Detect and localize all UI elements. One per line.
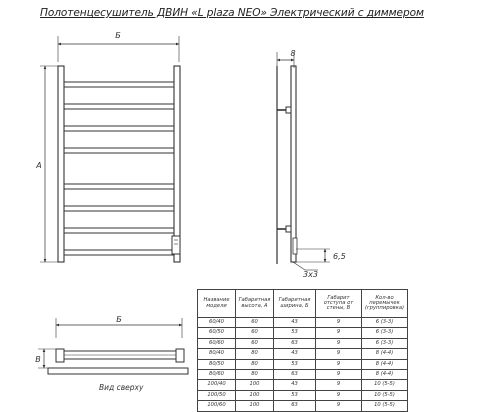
cell-offset: 9 bbox=[316, 338, 362, 348]
cell-model: 80/40 bbox=[198, 349, 236, 359]
cell-height: 80 bbox=[236, 349, 274, 359]
cell-height: 80 bbox=[236, 369, 274, 379]
cell-offset: 9 bbox=[316, 349, 362, 359]
table-row bbox=[198, 359, 408, 369]
cell-jumpers: 6 (3-3) bbox=[362, 328, 408, 338]
rungs bbox=[64, 82, 174, 255]
table-row bbox=[198, 380, 408, 390]
drawing-title: Полотенцесушитель ДВИН «L plaza NEO» Электрический с диммером bbox=[40, 7, 424, 19]
right-post bbox=[174, 66, 180, 262]
table-row bbox=[198, 390, 408, 400]
wall bbox=[48, 368, 188, 374]
cell-model: 60/50 bbox=[198, 328, 236, 338]
dim-65-label: 6,5 bbox=[333, 252, 346, 261]
depth-8-label: 8 bbox=[290, 49, 296, 58]
width-label: Б bbox=[115, 31, 121, 40]
left-post bbox=[58, 66, 64, 262]
cell-height: 60 bbox=[236, 338, 274, 348]
header-height: Габаритная высота, A bbox=[236, 290, 274, 318]
table-row bbox=[198, 349, 408, 359]
table-row bbox=[198, 401, 408, 411]
side-post bbox=[291, 66, 296, 262]
cell-height: 100 bbox=[236, 390, 274, 400]
table-row bbox=[198, 369, 408, 379]
front-view bbox=[40, 36, 180, 262]
height-label: A bbox=[36, 161, 42, 170]
dimmer-box bbox=[172, 236, 180, 254]
cell-offset: 9 bbox=[316, 328, 362, 338]
cell-height: 100 bbox=[236, 401, 274, 411]
cell-model: 100/50 bbox=[198, 390, 236, 400]
cell-width: 53 bbox=[274, 359, 316, 369]
cell-jumpers: 8 (4-4) bbox=[362, 349, 408, 359]
cell-width: 53 bbox=[274, 390, 316, 400]
cell-height: 100 bbox=[236, 380, 274, 390]
cell-width: 53 bbox=[274, 328, 316, 338]
table-header-row bbox=[198, 290, 408, 318]
header-offset: Габарит отступа от стены, B bbox=[316, 290, 362, 318]
cell-offset: 9 bbox=[316, 318, 362, 328]
cell-jumpers: 8 (4-4) bbox=[362, 369, 408, 379]
cell-width: 43 bbox=[274, 380, 316, 390]
top-view bbox=[38, 318, 188, 374]
header-width: Габаритная ширина, Б bbox=[274, 290, 316, 318]
header-jumpers: Кол-во перемычек (группировка) bbox=[362, 290, 408, 318]
specification-table bbox=[197, 289, 408, 412]
header-model: Название модели bbox=[198, 290, 236, 318]
cell-jumpers: 8 (4-4) bbox=[362, 359, 408, 369]
cell-model: 100/40 bbox=[198, 380, 236, 390]
cell-height: 60 bbox=[236, 328, 274, 338]
table-row bbox=[198, 318, 408, 328]
cell-model: 80/60 bbox=[198, 369, 236, 379]
top-width-label: Б bbox=[116, 315, 122, 324]
table-row bbox=[198, 328, 408, 338]
top-view-caption: Вид сверху bbox=[99, 383, 144, 392]
side-view bbox=[277, 52, 330, 270]
cell-model: 60/40 bbox=[198, 318, 236, 328]
cell-jumpers: 10 (5-5) bbox=[362, 390, 408, 400]
cell-model: 100/60 bbox=[198, 401, 236, 411]
cell-offset: 9 bbox=[316, 380, 362, 390]
cell-offset: 9 bbox=[316, 401, 362, 411]
cell-offset: 9 bbox=[316, 369, 362, 379]
dim-3x3-label: 3x3 bbox=[303, 270, 318, 279]
cell-jumpers: 10 (5-5) bbox=[362, 380, 408, 390]
table-row bbox=[198, 338, 408, 348]
cell-width: 43 bbox=[274, 318, 316, 328]
cell-jumpers: 10 (5-5) bbox=[362, 401, 408, 411]
cell-jumpers: 6 (3-3) bbox=[362, 318, 408, 328]
cell-height: 60 bbox=[236, 318, 274, 328]
cell-width: 63 bbox=[274, 338, 316, 348]
cell-jumpers: 6 (3-3) bbox=[362, 338, 408, 348]
cell-width: 63 bbox=[274, 369, 316, 379]
cell-model: 60/60 bbox=[198, 338, 236, 348]
cell-width: 63 bbox=[274, 401, 316, 411]
cell-model: 80/50 bbox=[198, 359, 236, 369]
cell-offset: 9 bbox=[316, 390, 362, 400]
cell-offset: 9 bbox=[316, 359, 362, 369]
cell-height: 80 bbox=[236, 359, 274, 369]
cell-width: 43 bbox=[274, 349, 316, 359]
top-depth-label: B bbox=[35, 355, 41, 364]
